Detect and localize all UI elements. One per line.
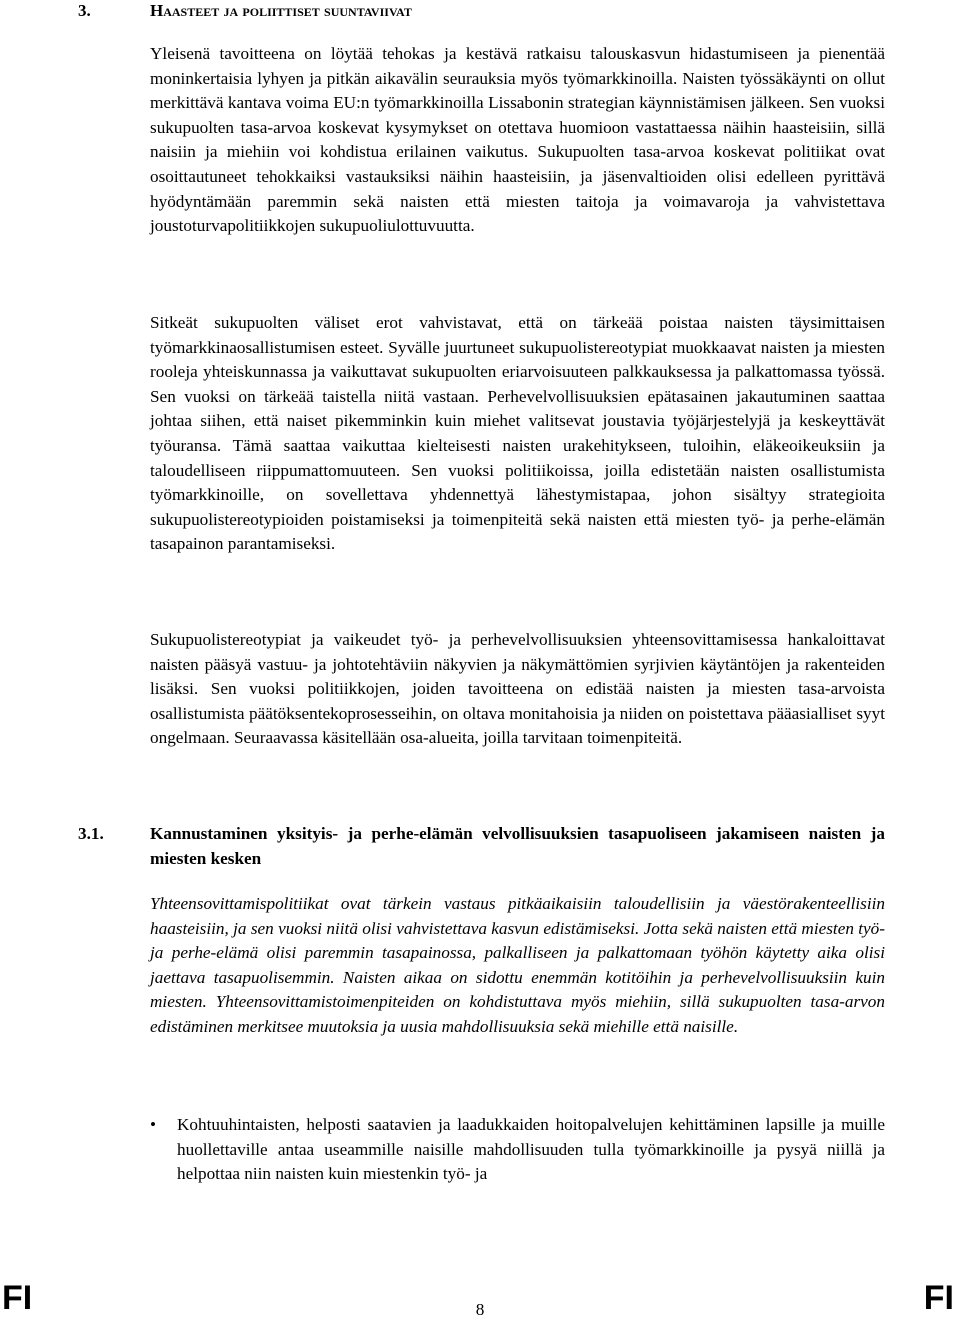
subsection-number: 3.1. [78,824,104,843]
subsection-title: Kannustaminen yksityis- ja perhe-elämän velvollisuuksien tasapuoliseen jakamiseen naisten ja miesten kesken [150,824,885,868]
page-number: 8 [475,1300,485,1319]
section-title: Haasteet ja poliittiset suuntaviivat [150,1,412,20]
footer-language-code-right: FI [923,1279,954,1317]
subsection-intro: Yhteensovittamispolitiikat ovat tärkein vastaus pitkäaikaisiin taloudellisiin ja väestörakenteellisiin haasteisiin, ja sen vuoksi niitä olisi vahvistettava kasvun edistämiseksi. Jotta sekä naisten että miesten työ- ja perhe-elämä olisi paremmin tasapainossa, palkalliseen ja palkattomaan työhön käytetty aika olisi jaettava tasapuolisemmin. Naisten aikaa on sidottu enemmän kotitöihin ja perhevelvollisuuksiin kuin miesten. Yhteensovittamistoimenpiteiden on kohdistuttava myös miehiin, sillä sukupuolten tasa-arvon edistäminen merkitsee muutoksia ja uusia mahdollisuuksia sekä miehille että naisille. [150,894,885,1036]
section-number: 3. [78,1,91,20]
paragraph-1: Yleisenä tavoitteena on löytää tehokas ja kestävä ratkaisu talouskasvun hidastumiseen ja pienentää moninkertaisia lyhyen ja pitkän aikavälin seurauksia myös työmarkkinoilla. Naisten työssäkäynti on ollut merkittävä kantava voima EU:n työmarkkinoilla Lissabonin strategian käynnistämisen jälkeen. Sen vuoksi sukupuolten tasa-arvoa koskevat kysymykset on otettava huomioon vastattaessa näihin haasteisiin, sillä naisiin ja miehiin voi kohdistua erilainen vaikutus. Sukupuolten tasa-arvoa koskevat politiikat ovat osoittautuneet tehokkaiksi vastauksiksi näihin haasteisiin, ja jäsenvaltioiden olisi edelleen pyrittävä hyödyntämään paremmin sekä naisten että miesten taitoja ja voimavaroja ja vahvistettava joustoturvapolitiikkojen sukupuoliulottuvuutta. [150,44,885,236]
bullet-text: Kohtuuhintaisten, helposti saatavien ja laadukkaiden hoitopalvelujen kehittäminen lapsille ja muille huollettaville antaa useammille naisille mahdollisuuden tulla työmarkkinoille ja pysyä niillä ja helpottaa niin naisten kuin miestenkin työ- ja [177,1115,885,1184]
footer-language-code-left: FI [2,1279,33,1317]
bullet-icon: • [150,1115,157,1134]
paragraph-3: Sukupuolistereotypiat ja vaikeudet työ- ja perhevelvollisuuksien yhteensovittamisessa hankaloittavat naisten pääsyä vastuu- ja johtotehtäviin näkyvien ja näkymättömien syrjivien käytäntöjen ja rakenteiden lisäksi. Sen vuoksi politiikkojen, joiden tavoitteena on edistää naisten ja miesten tasa-arvoista osallistumista päätöksentekoprosesseihin, on oltava monitahoisia ja niiden on poistettava pääasialliset syyt ongelmaan. Seuraavassa käsitellään osa-alueita, joilla tarvitaan toimenpiteitä. [150,630,885,748]
paragraph-2: Sitkeät sukupuolten väliset erot vahvistavat, että on tärkeää poistaa naisten täysimittaisen työmarkkinaosallistumisen esteet. Syvälle juurtuneet sukupuolistereotypiat muokkaavat naisten ja miesten rooleja yhteiskunnassa ja vaikuttavat sukupuolten eriarvoisuuteen palkkauksessa ja palkattomassa työssä. Sen vuoksi on tärkeää taistella niitä vastaan. Perhevelvollisuuksien epätasainen jakautuminen saattaa johtaa siihen, että naiset pikemminkin kuin miehet valitsevat joustavia työjärjestelyjä ja keskeyttävät työuransa. Tämä saattaa vaikuttaa kielteisesti naisten urakehitykseen, tuloihin, eläkeoikeuksiin ja taloudelliseen riippumattomuuteen. Sen vuoksi politiikoissa, joilla edistetään naisten osallistumista työmarkkinoille, on sovellettava yhdennettyä lähestymistapaa, johon sisältyy strategioita sukupuolistereotypioiden poistamiseksi ja toimenpiteitä sekä naisten että miesten työ- ja perhe-elämän tasapainon parantamiseksi. [150,313,885,554]
